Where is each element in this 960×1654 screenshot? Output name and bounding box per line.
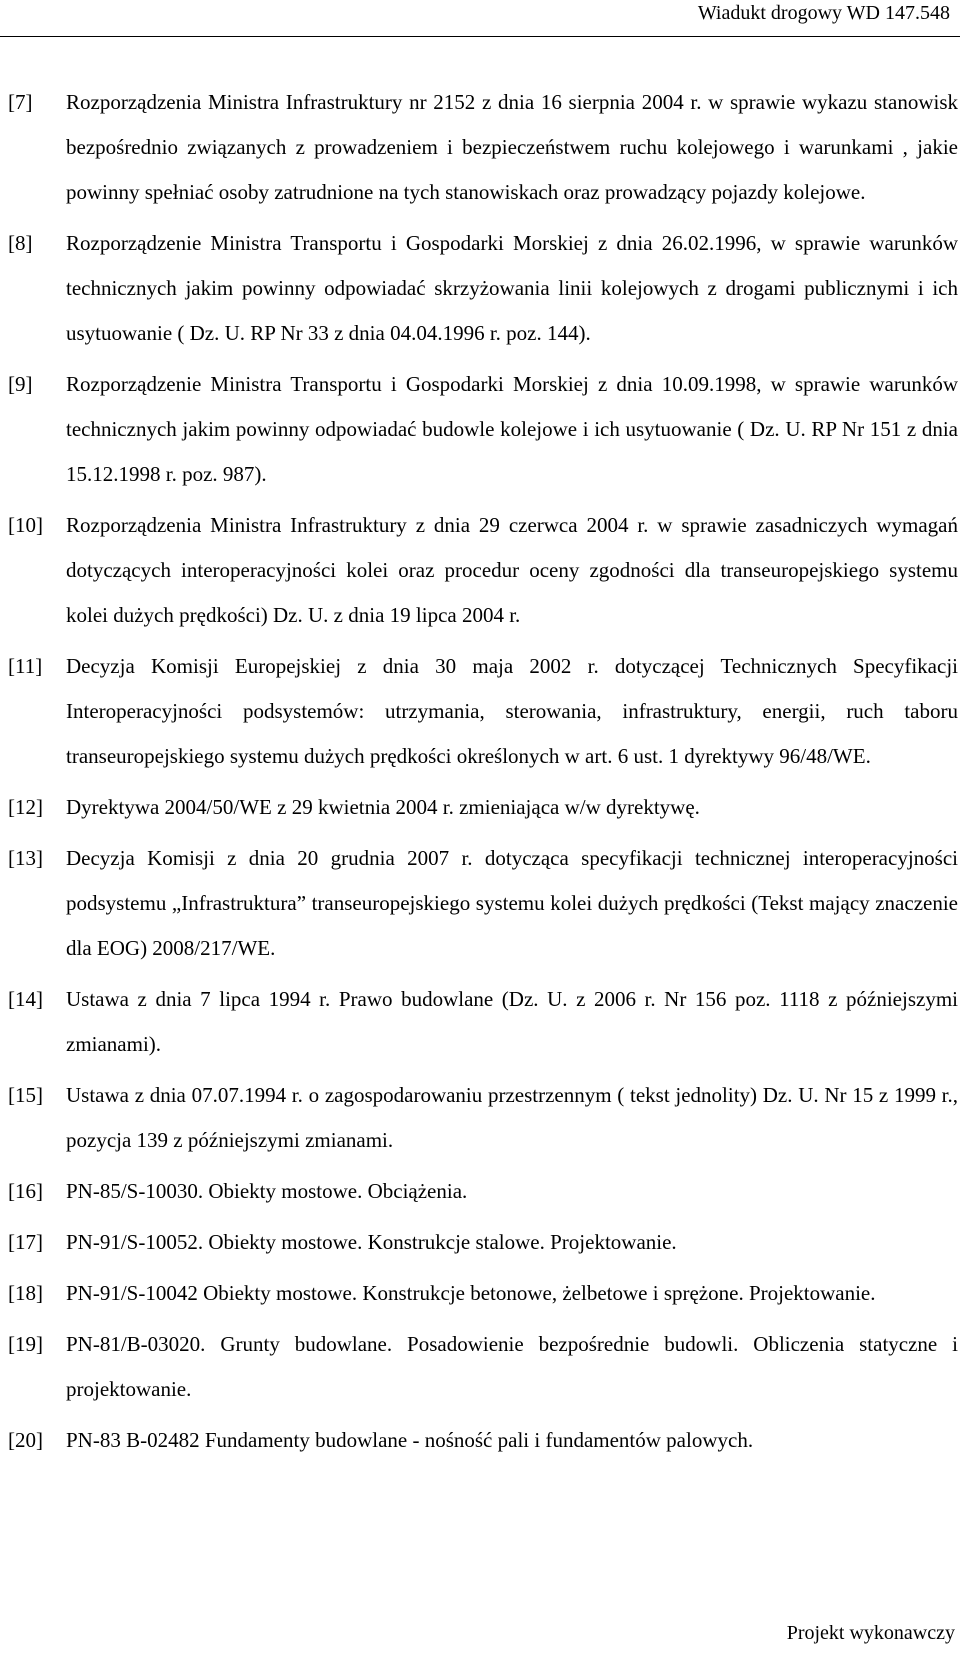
reference-number: [9] xyxy=(8,372,33,396)
reference-number: [16] xyxy=(8,1179,43,1203)
reference-text: PN-91/S-10052. Obiekty mostowe. Konstrukcje stalowe. Projektowanie. xyxy=(66,1230,677,1254)
reference-item xyxy=(8,1418,958,1463)
reference-item xyxy=(8,785,958,830)
reference-number: [18] xyxy=(8,1281,43,1305)
reference-item xyxy=(8,80,958,215)
reference-item xyxy=(8,977,958,1067)
reference-number: [12] xyxy=(8,795,43,819)
reference-item xyxy=(8,503,958,638)
reference-item xyxy=(8,362,958,497)
reference-text: PN-81/B-03020. Grunty budowlane. Posadowienie bezpośrednie budowli. Obliczenia statyczne i projektowanie. xyxy=(66,1332,958,1401)
reference-number: [15] xyxy=(8,1083,43,1107)
reference-text: Decyzja Komisji z dnia 20 grudnia 2007 r. dotycząca specyfikacji technicznej interoperacyjności podsystemu „Infrastruktura” transeuropejskiego systemu kolei dużych prędkości (Tekst mający znaczenie dla EOG) 2008/217/WE. xyxy=(66,846,958,960)
reference-text: PN-83 B-02482 Fundamenty budowlane - nośność pali i fundamentów palowych. xyxy=(66,1428,754,1452)
reference-list xyxy=(8,80,958,1469)
reference-text: Ustawa z dnia 07.07.1994 r. o zagospodarowaniu przestrzennym ( tekst jednolity) Dz. U. Nr 15 z 1999 r., pozycja 139 z późniejszymi zmianami. xyxy=(66,1083,958,1152)
reference-item xyxy=(8,1220,958,1265)
reference-text: Dyrektywa 2004/50/WE z 29 kwietnia 2004 r. zmieniająca w/w dyrektywę. xyxy=(66,795,700,819)
reference-text: Rozporządzenie Ministra Transportu i Gospodarki Morskiej z dnia 26.02.1996, w sprawie warunków technicznych jakim powinny odpowiadać skrzyżowania linii kolejowych z drogami publicznymi i ich usytuowanie ( Dz. U. RP Nr 33 z dnia 04.04.1996 r. poz. 144). xyxy=(66,231,958,345)
reference-number: [7] xyxy=(8,90,33,114)
reference-number: [19] xyxy=(8,1332,43,1356)
running-title: Wiadukt drogowy WD 147.548 xyxy=(697,2,950,24)
reference-text: Ustawa z dnia 7 lipca 1994 r. Prawo budowlane (Dz. U. z 2006 r. Nr 156 poz. 1118 z późniejszymi zmianami). xyxy=(66,987,958,1056)
reference-number: [13] xyxy=(8,846,43,870)
page-footer: Projekt wykonawczy xyxy=(786,1622,955,1644)
reference-number: [11] xyxy=(8,654,43,678)
reference-text: PN-85/S-10030. Obiekty mostowe. Obciążenia. xyxy=(66,1179,468,1203)
reference-item xyxy=(8,1073,958,1163)
reference-text: Rozporządzenia Ministra Infrastruktury z dnia 29 czerwca 2004 r. w sprawie zasadniczych wymagań dotyczących interoperacyjności kolei oraz procedur oceny zgodności dla transeuropejskiego systemu kolei dużych prędkości) Dz. U. z dnia 19 lipca 2004 r. xyxy=(66,513,958,627)
reference-item xyxy=(8,221,958,356)
reference-text: Decyzja Komisji Europejskiej z dnia 30 maja 2002 r. dotyczącej Technicznych Specyfikacji Interoperacyjności podsystemów: utrzymania, sterowania, infrastruktury, energii, ruch taboru transeuropejskiego systemu dużych prędkości określonych w art. 6 ust. 1 dyrektywy 96/48/WE. xyxy=(66,654,958,768)
reference-text: Rozporządzenie Ministra Transportu i Gospodarki Morskiej z dnia 10.09.1998, w sprawie warunków technicznych jakim powinny odpowiadać budowle kolejowe i ich usytuowanie ( Dz. U. RP Nr 151 z dnia 15.12.1998 r. poz. 987). xyxy=(66,372,958,486)
reference-number: [14] xyxy=(8,987,43,1011)
reference-text: Rozporządzenia Ministra Infrastruktury nr 2152 z dnia 16 sierpnia 2004 r. w sprawie wykazu stanowisk bezpośrednio związanych z prowadzeniem i bezpieczeństwem ruchu kolejowego i warunkami , jakie powinny spełniać osoby zatrudnione na tych stanowiskach oraz prowadzący pojazdy kolejowe. xyxy=(66,90,958,204)
reference-item xyxy=(8,644,958,779)
page-header xyxy=(0,0,960,37)
reference-item xyxy=(8,1169,958,1214)
reference-number: [8] xyxy=(8,231,33,255)
reference-item xyxy=(8,836,958,971)
reference-number: [20] xyxy=(8,1428,43,1452)
reference-item xyxy=(8,1271,958,1316)
reference-number: [17] xyxy=(8,1230,43,1254)
reference-number: [10] xyxy=(8,513,43,537)
reference-item xyxy=(8,1322,958,1412)
reference-text: PN-91/S-10042 Obiekty mostowe. Konstrukcje betonowe, żelbetowe i sprężone. Projektowanie. xyxy=(66,1281,876,1305)
